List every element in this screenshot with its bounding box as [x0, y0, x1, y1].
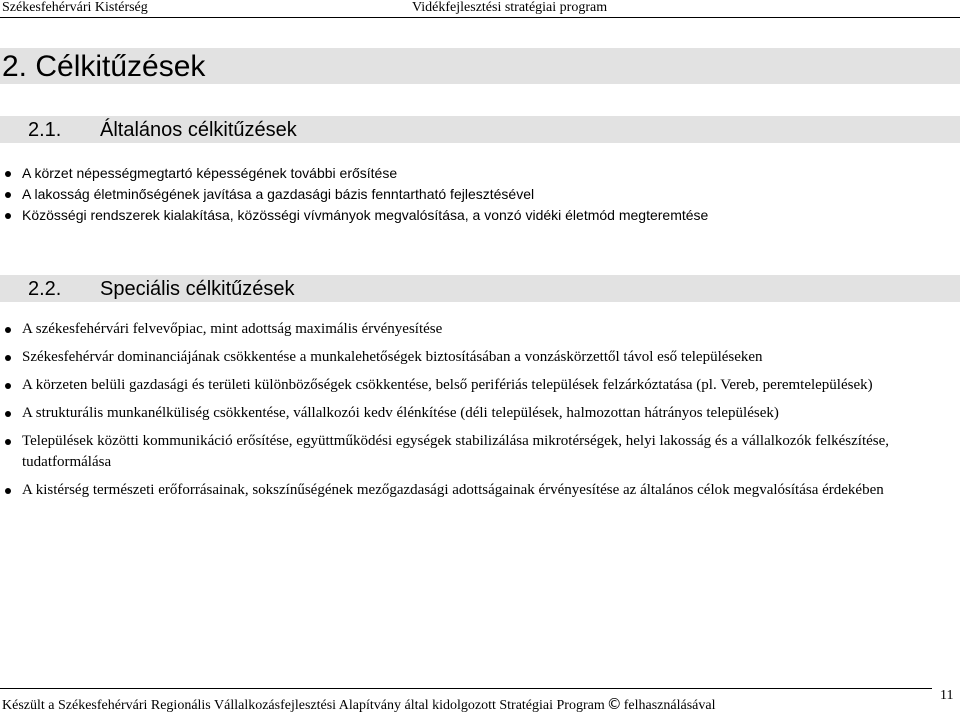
list-item	[0, 319, 952, 340]
bullet-icon	[5, 355, 11, 361]
section2-title: Speciális célkitűzések	[100, 278, 295, 300]
list-item	[0, 185, 952, 206]
list-item-text: A körzet népességmegtartó képességének további erősítése	[22, 165, 398, 181]
header-divider	[0, 17, 960, 18]
bullet-icon	[5, 171, 11, 177]
bullet-icon	[5, 213, 11, 219]
footer-credit-suffix: felhasználásával	[623, 698, 716, 713]
bullet-icon	[5, 192, 11, 198]
list-item	[0, 206, 952, 227]
list-item-text: A lakosság életminőségének javítása a gazdasági bázis fenntartható fejlesztésével	[22, 186, 535, 202]
section1-heading	[28, 117, 428, 144]
copyright-icon: ©	[606, 695, 622, 713]
list-item	[0, 480, 952, 501]
list-item-text: Települések közötti kommunikáció erősítése, együttműködési egységek stabilizálása mikrotérségek, helyi lakosság és a vállalkozók felkészítése, tudatformálása	[22, 433, 890, 470]
header-left-title: Székesfehérvári Kistérség	[2, 0, 148, 15]
section1-list	[0, 164, 952, 227]
bullet-icon	[5, 411, 11, 417]
bullet-icon	[5, 488, 11, 494]
bullet-icon	[5, 383, 11, 389]
footer-divider	[0, 688, 932, 689]
list-item	[0, 375, 952, 396]
list-item	[0, 403, 952, 424]
list-item	[0, 347, 952, 368]
list-item	[0, 164, 952, 185]
page-number: 11	[940, 688, 954, 703]
section2-list	[0, 319, 952, 508]
section2-number: 2.2.	[28, 278, 62, 300]
section1-number: 2.1.	[28, 119, 62, 141]
section1-title: Általános célkitűzések	[100, 119, 297, 141]
footer-credit-text: Készült a Székesfehérvári Regionális Vállalkozásfejlesztési Alapítvány által kidolgozott Stratégiai Program	[2, 698, 605, 713]
list-item-text: A székesfehérvári felvevőpiac, mint adottság maximális érvényesítése	[22, 321, 443, 337]
list-item-text: Székesfehérvár dominanciájának csökkentése a munkalehetőségek biztosításában a vonzáskörzettől távol eső településeken	[22, 349, 763, 365]
list-item-text: A kistérség természeti erőforrásainak, sokszínűségének mezőgazdasági adottságainak érvényesítése az általános célok megvalósítása érdekében	[22, 482, 884, 498]
section2-heading	[28, 276, 428, 303]
bullet-icon	[5, 439, 11, 445]
heading1: 2. Célkitűzések	[2, 50, 206, 83]
list-item-text: Közösségi rendszerek kialakítása, közösségi vívmányok megvalósítása, a vonzó vidéki életmód megteremtése	[22, 207, 709, 223]
list-item-text: A strukturális munkanélküliség csökkentése, vállalkozói kedv élénkítése (déli települések, halmozottan hátrányos települések)	[22, 405, 779, 421]
list-item	[0, 431, 952, 473]
header-right-title: Vidékfejlesztési stratégiai program	[412, 0, 608, 15]
list-item-text: A körzeten belüli gazdasági és területi különbözőségek csökkentése, belső perifériás települések felzárkóztatása (pl. Vereb, peremtelepülések)	[22, 377, 873, 393]
bullet-icon	[5, 327, 11, 333]
footer-credit	[2, 695, 715, 714]
